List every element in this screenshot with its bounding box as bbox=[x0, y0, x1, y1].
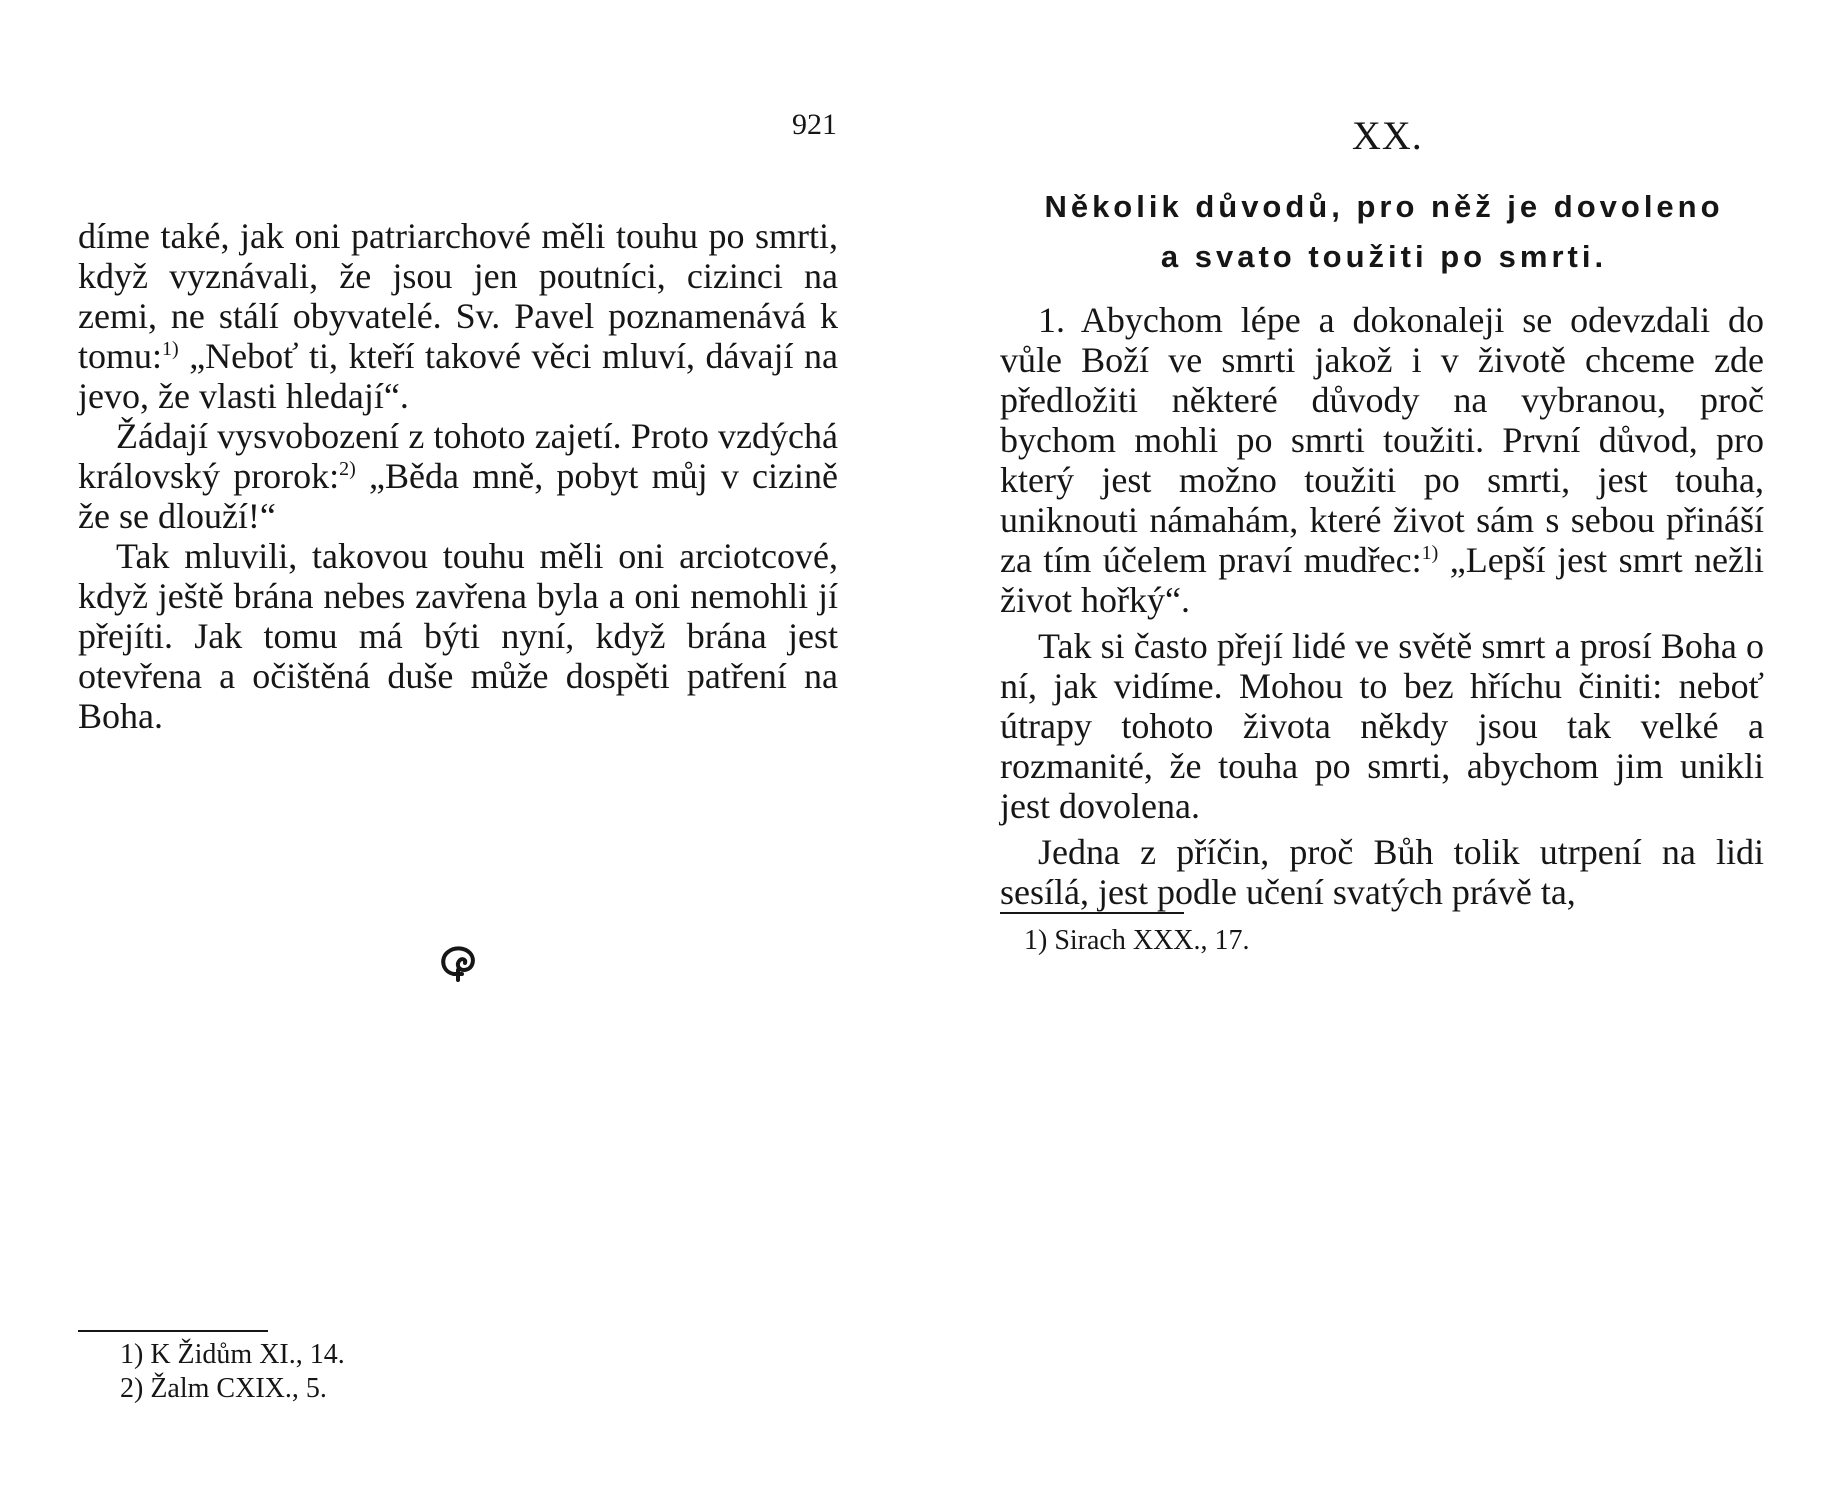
footnote bbox=[120, 1372, 345, 1406]
footnote bbox=[1024, 924, 1250, 958]
text-run: „Lepší jest smrt nežli život hořký“. bbox=[1000, 540, 1764, 620]
paragraph bbox=[78, 416, 838, 536]
page-number: 921 bbox=[792, 108, 837, 141]
footnotes bbox=[1024, 924, 1250, 958]
footnote-mark: 1) bbox=[120, 1339, 144, 1370]
footnote bbox=[120, 1338, 345, 1372]
paragraph bbox=[78, 536, 838, 736]
footnote-text: K Židům XI., 14. bbox=[143, 1339, 345, 1370]
text-run: díme také, jak oni patriarchové měli touhu po smrti, když vyznávali, že jsou jen poutníci, cizinci na zemi, ne stálí obyvatelé. Sv. Pavel poznamenává k tomu: bbox=[78, 216, 838, 376]
text-run: Jedna z příčin, proč Bůh tolik utrpení na lidi sesílá, jest podle učení svatých právě ta, bbox=[1000, 832, 1764, 912]
left-body-text bbox=[78, 216, 838, 736]
footnote-mark: 2) bbox=[120, 1373, 144, 1404]
footnote-reference: 1) bbox=[162, 338, 179, 360]
paragraph bbox=[1000, 300, 1764, 620]
text-run: Žádají vysvobození z tohoto zajetí. Proto vzdýchá královský prorok: bbox=[78, 416, 838, 496]
footnote-text: Sirach XXX., 17. bbox=[1047, 925, 1250, 956]
footnote-mark: 1) bbox=[1024, 925, 1048, 956]
text-run: Tak si často přejí lidé ve světě smrt a prosí Boha o ní, jak vidíme. Mohou to bez hříchu činiti: neboť útrapy tohoto života někdy jsou tak velké a rozmanité, že touha po smrti, abychom jim unikli jest dovolena. bbox=[1000, 626, 1764, 826]
text-run: „Běda mně, pobyt můj v cizině že se dlouží!“ bbox=[78, 456, 838, 536]
chapter-title-line: Několik důvodů, pro něž je dovoleno bbox=[1044, 189, 1724, 224]
text-run: „Neboť ti, kteří takové věci mluví, dávají na jevo, že vlasti hledají“. bbox=[78, 336, 838, 416]
right-body-text bbox=[1000, 300, 1764, 912]
text-run: Tak mluvili, takovou touhu měli oni arciotcové, když ještě brána nebes zavřena byla a oni nemohli jí přejíti. Jak tomu má býti nyní, když brána jest otevřena a očištěná duše může dospěti patření na Boha. bbox=[78, 536, 838, 736]
chapter-title-line: a svato toužiti po smrti. bbox=[1160, 239, 1608, 274]
paragraph bbox=[78, 216, 838, 416]
footnotes bbox=[120, 1338, 345, 1406]
text-run: 1. Abychom lépe a dokonaleji se odevzdali do vůle Boží ve smrti jakož i v životě chceme zde předložiti některé důvody na vybranou, proč bychom mohli po smrti toužiti. První důvod, pro který jest možno toužiti po smrti, jest touha, uniknouti námahám, které život sám s sebou přináší za tím účelem praví mudřec: bbox=[1000, 300, 1764, 580]
footnote-divider bbox=[1000, 912, 1184, 914]
chapter-title bbox=[992, 182, 1776, 282]
paragraph bbox=[1000, 626, 1764, 826]
chapter-number: XX. bbox=[1352, 113, 1423, 158]
footnote-reference: 1) bbox=[1421, 542, 1439, 564]
right-page bbox=[912, 0, 1824, 1500]
footnote-reference: 2) bbox=[339, 458, 356, 480]
footnote-text: Žalm CXIX., 5. bbox=[143, 1373, 327, 1404]
footnote-divider bbox=[78, 1330, 268, 1332]
fleuron-icon bbox=[434, 938, 482, 986]
paragraph bbox=[1000, 832, 1764, 912]
